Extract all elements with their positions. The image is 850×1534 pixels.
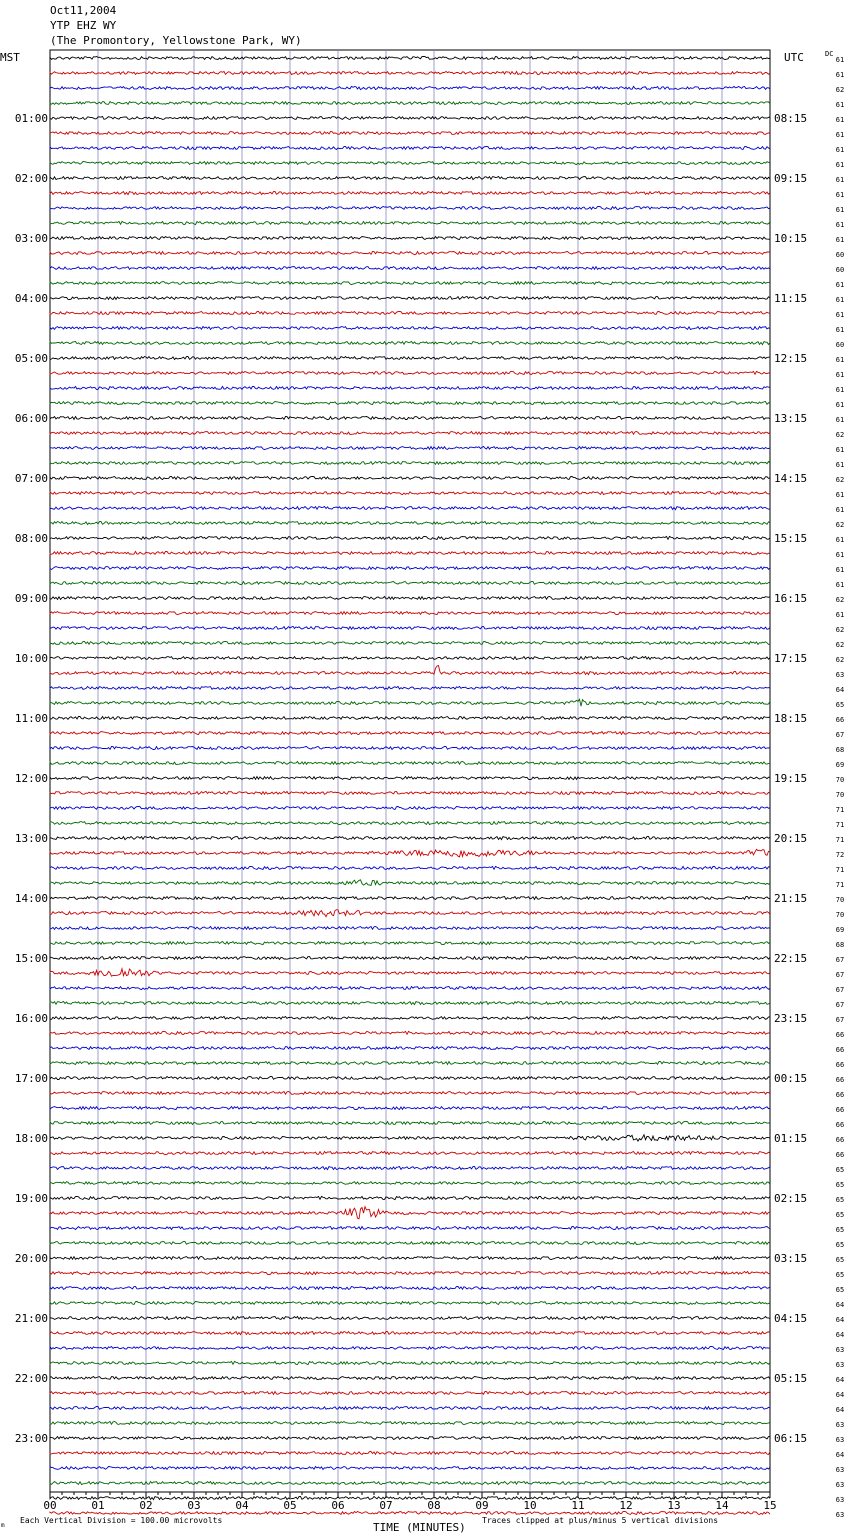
seismic-trace	[50, 1092, 770, 1095]
utc-axis-label: UTC	[784, 51, 804, 64]
dc-offset-label: 67	[835, 1001, 845, 1009]
dc-offset-label: 62	[835, 656, 845, 664]
seismic-trace	[50, 312, 770, 315]
seismic-trace	[50, 849, 770, 857]
seismic-trace	[50, 747, 770, 750]
seismic-trace	[50, 57, 770, 60]
seismic-trace	[50, 1167, 770, 1170]
mst-hour-label: 22:00	[14, 1372, 48, 1385]
seismic-trace	[50, 132, 770, 135]
utc-hour-label: 08:15	[774, 112, 808, 125]
dc-offset-label: 66	[835, 716, 845, 724]
seismic-trace	[50, 1332, 770, 1335]
seismic-trace	[50, 1181, 770, 1184]
dc-offset-label: 64	[835, 1406, 845, 1414]
seismic-trace	[50, 221, 770, 224]
seismic-trace	[50, 507, 770, 510]
x-tick-label: 14	[715, 1499, 729, 1512]
dc-offset-label: 66	[835, 1091, 845, 1099]
seismic-trace	[50, 1135, 770, 1141]
utc-hour-label: 00:15	[774, 1072, 808, 1085]
dc-offset-label: 66	[835, 1046, 845, 1054]
dc-offset-label: 61	[835, 551, 845, 559]
dc-offset-label: 62	[835, 431, 845, 439]
dc-offset-label: 61	[835, 311, 845, 319]
seismic-trace	[50, 282, 770, 285]
seismic-trace	[50, 762, 770, 765]
mst-hour-label: 18:00	[14, 1132, 48, 1145]
dc-offset-label: 61	[835, 506, 845, 514]
dc-offset-label: 61	[835, 56, 845, 64]
seismic-trace	[50, 1482, 770, 1485]
dc-offset-label: 61	[835, 131, 845, 139]
seismic-trace	[50, 1346, 770, 1349]
utc-hour-label: 12:15	[774, 352, 808, 365]
dc-offset-label: 63	[835, 1346, 845, 1354]
dc-offset-label: 61	[835, 146, 845, 154]
seismic-trace	[50, 1242, 770, 1245]
dc-offset-label: 71	[835, 866, 845, 874]
seismic-trace	[50, 777, 770, 780]
seismic-trace	[50, 1407, 770, 1410]
seismic-trace	[50, 1002, 770, 1005]
x-tick-label: 07	[379, 1499, 393, 1512]
seismic-trace	[50, 1077, 770, 1080]
seismic-trace	[50, 1152, 770, 1155]
x-tick-label: 06	[331, 1499, 345, 1512]
seismic-trace	[50, 371, 770, 374]
utc-hour-label: 14:15	[774, 472, 808, 485]
seismic-trace	[50, 147, 770, 150]
dc-offset-label: 63	[835, 1436, 845, 1444]
dc-offset-label: 61	[835, 401, 845, 409]
seismic-trace	[50, 1422, 770, 1425]
seismic-trace	[50, 417, 770, 420]
seismic-trace	[50, 551, 770, 554]
dc-offset-label: 63	[835, 1481, 845, 1489]
seismic-trace	[50, 327, 770, 330]
dc-offset-label: 61	[835, 116, 845, 124]
seismic-trace	[50, 1361, 770, 1364]
seismic-trace	[50, 162, 770, 165]
dc-offset-label: 61	[835, 611, 845, 619]
seismic-trace	[50, 492, 770, 495]
utc-hour-label: 01:15	[774, 1132, 808, 1145]
seismic-trace	[50, 206, 770, 209]
seismic-trace	[50, 1106, 770, 1109]
mst-hour-label: 09:00	[14, 592, 48, 605]
mst-hour-label: 20:00	[14, 1252, 48, 1265]
dc-offset-label: 64	[835, 1376, 845, 1384]
seismic-trace	[50, 927, 770, 930]
seismic-trace	[50, 717, 770, 720]
dc-offset-label: 64	[835, 1316, 845, 1324]
utc-hour-label: 17:15	[774, 652, 808, 665]
x-tick-label: 04	[235, 1499, 249, 1512]
dc-offset-label: 61	[835, 281, 845, 289]
dc-offset-label: 61	[835, 101, 845, 109]
dc-offset-label: 62	[835, 626, 845, 634]
seismic-trace	[50, 582, 770, 585]
dc-offset-label: 63	[835, 1466, 845, 1474]
seismic-trace	[50, 252, 770, 255]
utc-hour-label: 15:15	[774, 532, 808, 545]
mst-hour-label: 21:00	[14, 1312, 48, 1325]
utc-hour-label: 18:15	[774, 712, 808, 725]
mst-hour-label: 05:00	[14, 352, 48, 365]
dc-offset-label: 65	[835, 1166, 845, 1174]
dc-offset-label: 70	[835, 896, 845, 904]
seismic-trace	[50, 1196, 770, 1199]
dc-offset-label: 65	[835, 1286, 845, 1294]
utc-hour-label: 19:15	[774, 772, 808, 785]
corner-mark: m	[1, 1522, 5, 1529]
x-tick-label: 12	[619, 1499, 633, 1512]
dc-offset-label: 65	[835, 1226, 845, 1234]
dc-offset-label: 61	[835, 386, 845, 394]
seismic-trace	[50, 432, 770, 435]
dc-offset-label: 61	[835, 296, 845, 304]
dc-offset-label: 64	[835, 1391, 845, 1399]
x-tick-label: 15	[763, 1499, 777, 1512]
dc-offset-label: 61	[835, 326, 845, 334]
seismic-trace	[50, 791, 770, 794]
seismic-trace	[50, 461, 770, 464]
utc-hour-label: 03:15	[774, 1252, 808, 1265]
dc-offset-label: 61	[835, 566, 845, 574]
dc-offset-label: 61	[835, 491, 845, 499]
seismic-trace	[50, 356, 770, 359]
seismic-trace	[50, 447, 770, 450]
seismic-trace	[50, 1257, 770, 1260]
seismic-trace	[50, 1302, 770, 1305]
dc-offset-label: 69	[835, 926, 845, 934]
utc-hour-label: 22:15	[774, 952, 808, 965]
seismic-trace	[50, 686, 770, 689]
x-tick-label: 05	[283, 1499, 297, 1512]
mst-hour-label: 07:00	[14, 472, 48, 485]
seismic-trace	[50, 1496, 770, 1499]
x-tick-label: 08	[427, 1499, 441, 1512]
seismic-trace	[50, 956, 770, 959]
dc-offset-label: 61	[835, 356, 845, 364]
dc-offset-label: 67	[835, 986, 845, 994]
dc-offset-label: 63	[835, 1421, 845, 1429]
dc-label: DC	[825, 50, 834, 58]
seismic-trace	[50, 626, 770, 629]
dc-offset-label: 65	[835, 1271, 845, 1279]
dc-offset-label: 71	[835, 836, 845, 844]
dc-offset-label: 70	[835, 776, 845, 784]
seismic-trace	[50, 880, 770, 886]
mst-hour-label: 08:00	[14, 532, 48, 545]
dc-offset-label: 61	[835, 71, 845, 79]
dc-offset-label: 64	[835, 1451, 845, 1459]
dc-offset-label: 60	[835, 251, 845, 259]
utc-hour-label: 06:15	[774, 1432, 808, 1445]
x-tick-label: 03	[187, 1499, 201, 1512]
seismic-trace	[50, 386, 770, 389]
seismic-trace	[50, 86, 770, 89]
seismic-trace	[50, 1452, 770, 1455]
dc-offset-label: 61	[835, 191, 845, 199]
dc-offset-label: 66	[835, 1121, 845, 1129]
seismic-trace	[50, 1392, 770, 1395]
dc-offset-label: 65	[835, 1181, 845, 1189]
seismic-trace	[50, 666, 770, 675]
dc-offset-label: 71	[835, 821, 845, 829]
seismic-trace	[50, 837, 770, 840]
mst-hour-label: 06:00	[14, 412, 48, 425]
seismic-trace	[50, 477, 770, 480]
dc-offset-label: 67	[835, 1016, 845, 1024]
mst-hour-label: 17:00	[14, 1072, 48, 1085]
dc-offset-label: 61	[835, 176, 845, 184]
dc-offset-label: 71	[835, 806, 845, 814]
seismic-trace	[50, 657, 770, 660]
dc-offset-label: 61	[835, 536, 845, 544]
seismic-trace	[50, 1047, 770, 1050]
x-tick-label: 11	[571, 1499, 585, 1512]
dc-offset-label: 68	[835, 941, 845, 949]
dc-offset-label: 67	[835, 971, 845, 979]
dc-offset-label: 64	[835, 1331, 845, 1339]
seismic-trace	[50, 897, 770, 900]
station-code: YTP EHZ WY	[50, 19, 117, 32]
seismic-trace	[50, 567, 770, 570]
dc-offset-label: 66	[835, 1151, 845, 1159]
dc-offset-label: 65	[835, 1256, 845, 1264]
dc-offset-label: 66	[835, 1136, 845, 1144]
dc-offset-label: 61	[835, 206, 845, 214]
seismic-trace	[50, 642, 770, 645]
seismic-trace	[50, 71, 770, 74]
seismic-trace	[50, 237, 770, 240]
x-axis-label: TIME (MINUTES)	[373, 1521, 466, 1534]
dc-offset-label: 61	[835, 416, 845, 424]
mst-hour-label: 13:00	[14, 832, 48, 845]
seismic-trace	[50, 1317, 770, 1320]
seismic-trace	[50, 1062, 770, 1065]
dc-offset-label: 61	[835, 161, 845, 169]
seismic-trace	[50, 866, 770, 869]
dc-offset-label: 72	[835, 851, 845, 859]
dc-offset-label: 60	[835, 266, 845, 274]
x-tick-label: 10	[523, 1499, 537, 1512]
dc-offset-label: 60	[835, 341, 845, 349]
mst-hour-label: 04:00	[14, 292, 48, 305]
dc-offset-label: 70	[835, 911, 845, 919]
dc-offset-label: 63	[835, 1361, 845, 1369]
dc-offset-label: 62	[835, 641, 845, 649]
dc-offset-label: 68	[835, 746, 845, 754]
dc-offset-label: 67	[835, 731, 845, 739]
seismic-trace	[50, 177, 770, 180]
dc-offset-label: 65	[835, 701, 845, 709]
seismic-trace	[50, 612, 770, 615]
seismic-trace	[50, 1377, 770, 1380]
utc-hour-label: 05:15	[774, 1372, 808, 1385]
seismic-trace	[50, 521, 770, 524]
dc-offset-label: 62	[835, 521, 845, 529]
clip-note: Traces clipped at plus/minus 5 vertical divisions	[482, 1516, 719, 1525]
utc-hour-label: 04:15	[774, 1312, 808, 1325]
seismic-trace	[50, 402, 770, 405]
seismic-trace	[50, 969, 770, 976]
seismic-trace	[50, 1436, 770, 1439]
station-location: (The Promontory, Yellowstone Park, WY)	[50, 34, 302, 47]
dc-offset-label: 63	[835, 671, 845, 679]
dc-offset-label: 69	[835, 761, 845, 769]
dc-offset-label: 67	[835, 956, 845, 964]
dc-offset-label: 65	[835, 1211, 845, 1219]
x-tick-label: 01	[91, 1499, 105, 1512]
dc-offset-label: 66	[835, 1076, 845, 1084]
seismic-trace	[50, 910, 770, 917]
dc-offset-label: 62	[835, 596, 845, 604]
dc-offset-label: 65	[835, 1241, 845, 1249]
x-tick-label: 00	[43, 1499, 57, 1512]
utc-hour-label: 13:15	[774, 412, 808, 425]
mst-hour-label: 11:00	[14, 712, 48, 725]
mst-hour-label: 10:00	[14, 652, 48, 665]
seismic-trace	[50, 191, 770, 194]
dc-offset-label: 61	[835, 581, 845, 589]
seismic-trace	[50, 296, 770, 299]
mst-hour-label: 02:00	[14, 172, 48, 185]
dc-offset-label: 61	[835, 371, 845, 379]
seismic-trace	[50, 597, 770, 600]
mst-hour-label: 14:00	[14, 892, 48, 905]
seismic-trace	[50, 987, 770, 990]
dc-offset-label: 64	[835, 686, 845, 694]
mst-hour-label: 23:00	[14, 1432, 48, 1445]
dc-offset-label: 61	[835, 446, 845, 454]
dc-offset-label: 62	[835, 86, 845, 94]
mst-hour-label: 16:00	[14, 1012, 48, 1025]
dc-offset-label: 66	[835, 1061, 845, 1069]
seismic-trace	[50, 732, 770, 735]
seismic-trace	[50, 822, 770, 825]
utc-hour-label: 20:15	[774, 832, 808, 845]
seismic-trace	[50, 807, 770, 810]
mst-hour-label: 12:00	[14, 772, 48, 785]
utc-hour-label: 16:15	[774, 592, 808, 605]
seismic-trace	[50, 1467, 770, 1470]
seismic-trace	[50, 1207, 770, 1219]
seismic-trace	[50, 536, 770, 539]
dc-offset-label: 61	[835, 461, 845, 469]
seismic-trace	[50, 699, 770, 706]
utc-hour-label: 23:15	[774, 1012, 808, 1025]
seismic-trace	[50, 1287, 770, 1290]
utc-hour-label: 11:15	[774, 292, 808, 305]
mst-axis-label: MST	[0, 51, 20, 64]
mst-hour-label: 15:00	[14, 952, 48, 965]
seismic-trace	[50, 942, 770, 945]
dc-offset-label: 62	[835, 476, 845, 484]
dc-offset-label: 66	[835, 1031, 845, 1039]
dc-offset-label: 61	[835, 236, 845, 244]
utc-hour-label: 10:15	[774, 232, 808, 245]
seismic-trace	[50, 342, 770, 345]
seismic-trace	[50, 1271, 770, 1274]
x-tick-label: 13	[667, 1499, 681, 1512]
seismic-trace	[50, 1227, 770, 1230]
seismic-trace	[50, 1016, 770, 1019]
dc-offset-label: 70	[835, 791, 845, 799]
dc-offset-label: 63	[835, 1496, 845, 1504]
utc-hour-label: 09:15	[774, 172, 808, 185]
plot-date: Oct11,2004	[50, 4, 117, 17]
seismic-trace	[50, 1031, 770, 1034]
seismic-trace	[50, 116, 770, 119]
seismic-trace	[50, 1511, 770, 1514]
utc-hour-label: 02:15	[774, 1192, 808, 1205]
dc-offset-label: 64	[835, 1301, 845, 1309]
mst-hour-label: 03:00	[14, 232, 48, 245]
utc-hour-label: 21:15	[774, 892, 808, 905]
dc-offset-label: 61	[835, 221, 845, 229]
x-tick-label: 02	[139, 1499, 153, 1512]
dc-offset-label: 63	[835, 1511, 845, 1519]
seismic-trace	[50, 267, 770, 270]
x-tick-label: 09	[475, 1499, 489, 1512]
seismic-trace	[50, 102, 770, 105]
dc-offset-label: 66	[835, 1106, 845, 1114]
dc-offset-label: 65	[835, 1196, 845, 1204]
seismic-trace	[50, 1122, 770, 1125]
scale-note: Each Vertical Division = 100.00 microvolts	[20, 1516, 223, 1525]
mst-hour-label: 19:00	[14, 1192, 48, 1205]
mst-hour-label: 01:00	[14, 112, 48, 125]
dc-offset-label: 71	[835, 881, 845, 889]
